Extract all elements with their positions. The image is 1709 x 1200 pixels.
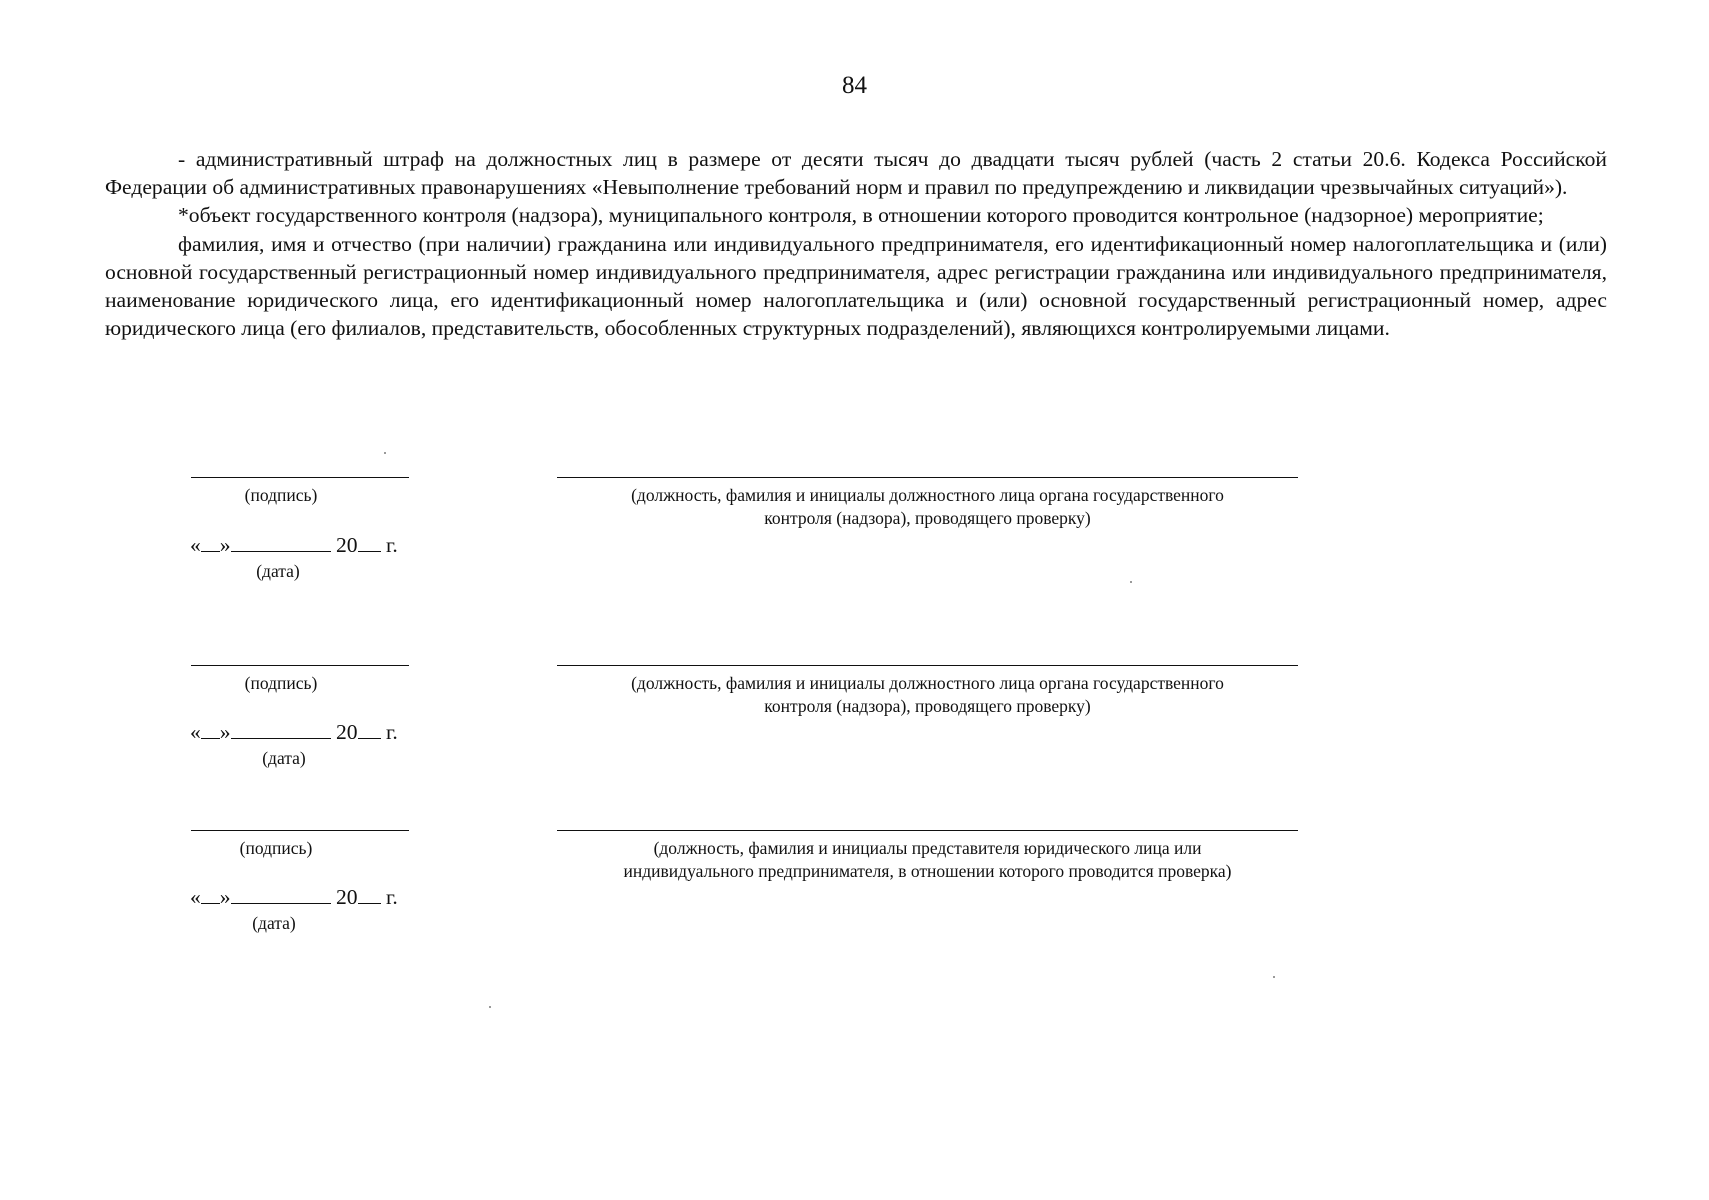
year-suffix: г. — [386, 720, 398, 744]
date-caption: (дата) — [262, 748, 306, 768]
year-prefix: 20 — [336, 533, 358, 557]
signature-caption: (подпись) — [239, 838, 313, 858]
signature-line — [191, 665, 409, 666]
scan-speck — [1273, 976, 1275, 978]
position-caption-line1: (должность, фамилия и инициалы должностного лица органа государственного — [631, 485, 1224, 505]
position-line — [557, 477, 1298, 478]
position-caption-line1: (должность, фамилия и инициалы должностного лица органа государственного — [631, 673, 1224, 693]
year-prefix: 20 — [336, 885, 358, 909]
paragraph-fine: - административный штраф на должностных лиц в размере от десяти тысяч до двадцати тысяч рублей (часть 2 статьи 20.6. Кодекса Российской Федерации об административных правонарушениях «Невыполнение требований норм и правил по предупреждению и ликвидации чрезвычайных ситуаций»). — [105, 147, 1607, 200]
date-caption: (дата) — [252, 913, 296, 933]
position-line — [557, 830, 1298, 831]
date-close-quote: » — [219, 533, 231, 557]
scan-speck — [489, 1006, 491, 1008]
position-line — [557, 665, 1298, 666]
position-caption-line2: контроля (надзора), проводящего проверку) — [764, 508, 1091, 528]
scan-speck — [1130, 581, 1132, 583]
day-blank — [201, 531, 220, 552]
year-suffix: г. — [386, 533, 398, 557]
date-open-quote: « — [190, 885, 201, 909]
signature-caption: (подпись) — [244, 485, 318, 505]
day-blank — [201, 883, 220, 904]
page-number: 84 — [842, 72, 867, 99]
position-caption-line1: (должность, фамилия и инициалы представителя юридического лица или — [653, 838, 1202, 858]
position-caption-line2: контроля (надзора), проводящего проверку) — [764, 696, 1091, 716]
body-text — [105, 145, 1607, 342]
paragraph-object: *объект государственного контроля (надзора), муниципального контроля, в отношении которого проводится контрольное (надзорное) мероприятие; — [178, 203, 1544, 228]
month-blank — [231, 531, 331, 552]
year-blank — [358, 718, 381, 739]
position-caption-line2: индивидуального предпринимателя, в отношении которого проводится проверка) — [623, 861, 1232, 881]
signature-line — [191, 830, 409, 831]
month-blank — [231, 883, 331, 904]
year-blank — [358, 883, 381, 904]
date-field — [190, 718, 398, 745]
day-blank — [201, 718, 220, 739]
date-close-quote: » — [219, 885, 231, 909]
date-caption: (дата) — [256, 561, 300, 581]
month-blank — [231, 718, 331, 739]
date-field — [190, 531, 398, 558]
date-open-quote: « — [190, 720, 201, 744]
signature-line — [191, 477, 409, 478]
date-open-quote: « — [190, 533, 201, 557]
paragraph-persons: фамилия, имя и отчество (при наличии) гражданина или индивидуального предпринимателя, его идентификационный номер налогоплательщика и (или) основной государственный регистрационный номер индивидуального предпринимателя, адрес регистрации гражданина или индивидуального предпринимателя, наименование юридического лица, его идентификационный номер налогоплательщика и (или) основной государственный регистрационный номер, адрес юридического лица (его филиалов, представительств, обособленных структурных подразделений), являющихся контролируемыми лицами. — [105, 231, 1607, 341]
year-blank — [358, 531, 381, 552]
year-prefix: 20 — [336, 720, 358, 744]
date-close-quote: » — [219, 720, 231, 744]
signature-caption: (подпись) — [244, 673, 318, 693]
year-suffix: г. — [386, 885, 398, 909]
scan-speck — [384, 452, 386, 454]
date-field — [190, 883, 398, 910]
